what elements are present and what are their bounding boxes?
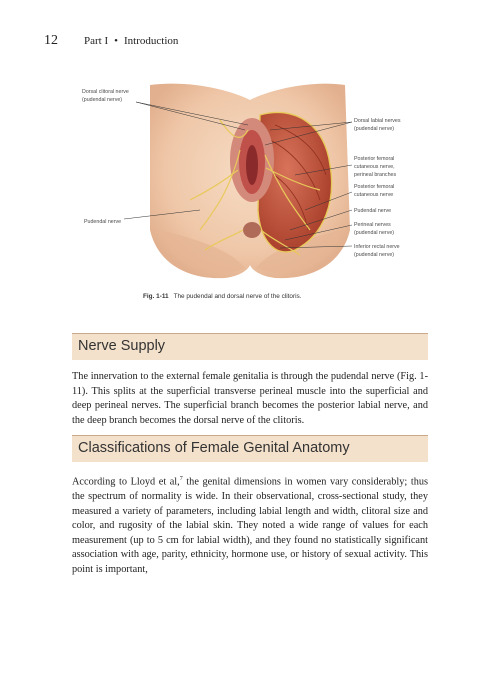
vestibule <box>246 145 258 185</box>
label-post-fem-2: cutaneous nerve <box>354 192 394 198</box>
label-inf-rectal-2: (pudendal nerve) <box>354 252 395 258</box>
label-post-fem-perineal-1: Posterior femoral <box>354 156 395 162</box>
reference-superscript: 7 <box>179 476 183 482</box>
chapter-label: Introduction <box>124 35 179 47</box>
figure-caption <box>143 293 433 300</box>
label-perineal-1: Perineal nerves <box>354 222 391 228</box>
caption-text: The pudendal and dorsal nerve of the clitoris. <box>173 293 302 300</box>
paragraph-nerve-supply: The innervation to the external female genitalia is through the pudendal nerve (Fig. 1-11). This splits at the superficial transverse perineal muscle into the superficial and deep perineal nerves. The superficial branch becomes the posterior labial nerve, and the deep branch becomes the dorsal nerve of the clitoris. <box>72 371 428 426</box>
section-heading-nerve-supply <box>72 333 428 360</box>
label-dorsal-labial-2: (pudendal nerve) <box>354 126 395 132</box>
anatomical-figure <box>80 80 420 288</box>
label-pudendal-left: Pudendal nerve <box>84 219 122 225</box>
section-title: Classifications of Female Genital Anatomy <box>78 440 350 456</box>
anus <box>243 222 261 238</box>
bullet-separator: • <box>114 35 118 47</box>
label-post-fem-perineal-3: perineal branches <box>354 172 397 178</box>
paragraph-text-start: According to Lloyd et al, <box>72 476 180 488</box>
label-post-fem-1: Posterior femoral <box>354 184 395 190</box>
page-number: 12 <box>44 33 58 48</box>
label-dorsal-labial-1: Dorsal labial nerves <box>354 118 401 124</box>
label-dorsal-clitoral-1: Dorsal clitoral nerve <box>82 89 129 95</box>
label-dorsal-clitoral-2: (pudendal nerve) <box>82 97 123 103</box>
caption-label: Fig. 1-11 <box>143 293 169 300</box>
section-title: Nerve Supply <box>78 338 166 354</box>
pudendal-nerve-illustration <box>80 80 420 288</box>
running-head <box>84 35 178 47</box>
label-inf-rectal-1: Inferior rectal nerve <box>354 244 400 250</box>
paragraph-classifications <box>72 472 428 578</box>
label-pudendal-right: Pudendal nerve <box>354 208 392 214</box>
section-heading-classifications <box>72 435 428 462</box>
part-label: Part I <box>84 35 109 47</box>
label-post-fem-perineal-2: cutaneous nerve, <box>354 164 395 170</box>
paragraph-text-rest: the genital dimensions in women vary considerably; thus the spectrum of normality is wide. In their observational, cross-sectional study, they measured a variety of parameters, including labial length and width, clitoral size and color, and rugosity of the labial skin. They noted a wide range of values for each measurement (up to 5 cm for labial width), and they found no statistically significant association with age, parity, ethnicity, hormone use, or history of sexual activity. This point is important, <box>72 476 428 575</box>
label-perineal-2: (pudendal nerve) <box>354 230 395 236</box>
